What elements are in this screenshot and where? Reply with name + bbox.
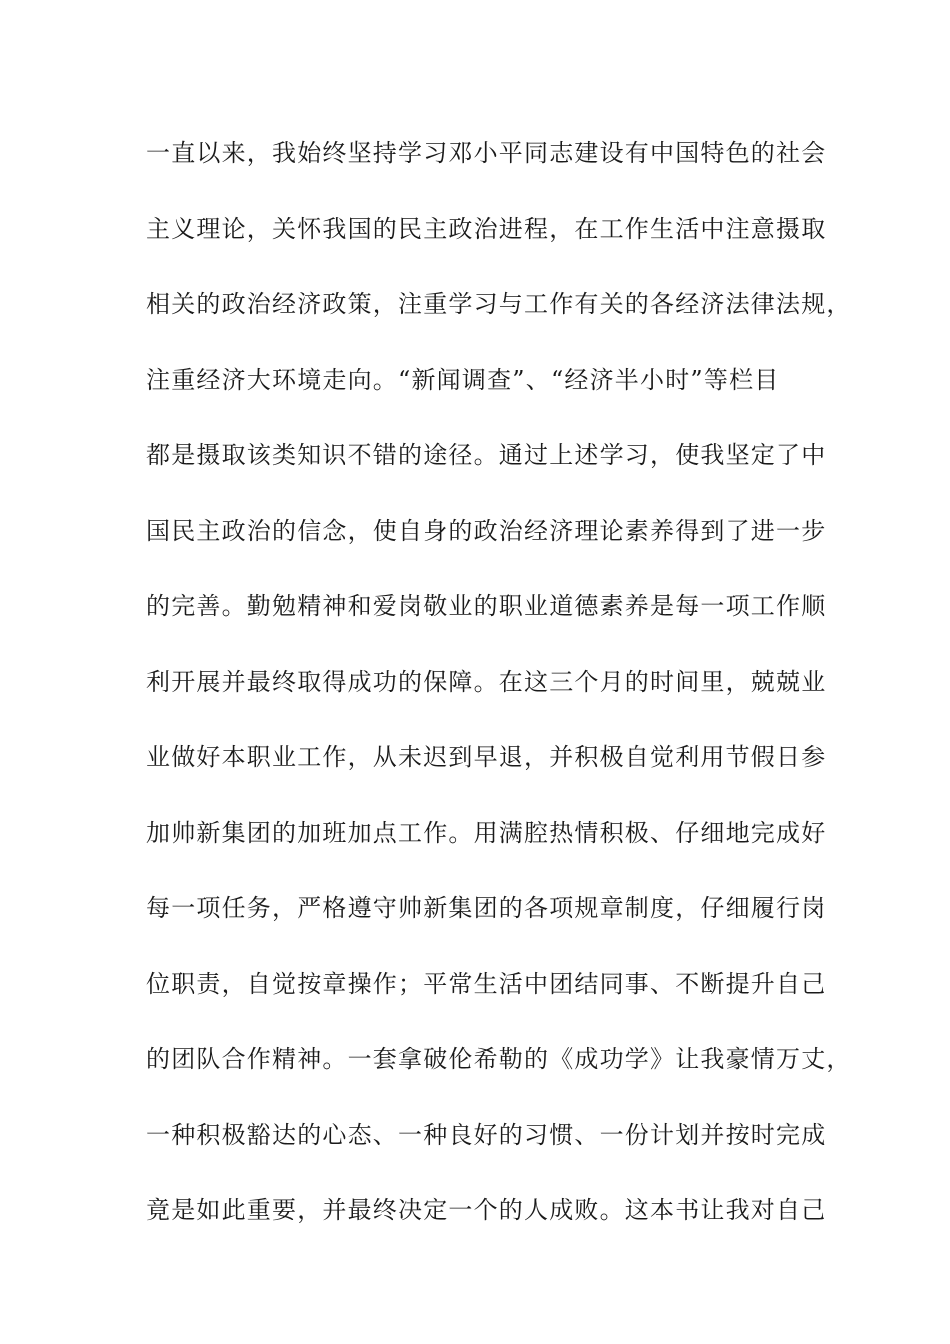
paragraph-line-12: 位职责，自觉按章操作；平常生活中团结同事、不断提升自己: [146, 969, 827, 998]
paragraph-line-8: 利开展并最终取得成功的保障。在这三个月的时间里，兢兢业: [146, 667, 827, 696]
body-paragraph: [146, 128, 852, 1261]
paragraph-line-14: 一种积极豁达的心态、一种良好的习惯、一份计划并按时完成: [146, 1120, 827, 1149]
paragraph-line-15: 竟是如此重要，并最终决定一个的人成败。这本书让我对自己: [146, 1196, 827, 1224]
paragraph-line-2: 主义理论，关怀我国的民主政治进程，在工作生活中注意摄取: [146, 214, 827, 243]
paragraph-line-13: 的团队合作精神。一套拿破伦希勒的《成功学》让我豪情万丈，: [146, 1045, 852, 1073]
paragraph-line-1: 一直以来，我始终坚持学习邓小平同志建设有中国特色的社会: [146, 139, 827, 167]
paragraph-line-9: 业做好本职业工作，从未迟到早退，并积极自觉利用节假日参: [146, 743, 827, 771]
paragraph-line-5: 都是摄取该类知识不错的途径。通过上述学习，使我坚定了中: [146, 441, 827, 469]
paragraph-line-7: 的完善。勤勉精神和爱岗敬业的职业道德素养是每一项工作顺: [146, 592, 827, 620]
paragraph-line-6: 国民主政治的信念，使自身的政治经济理论素养得到了进一步: [146, 516, 827, 545]
paragraph-line-10: 加帅新集团的加班加点工作。用满腔热情积极、仔细地完成好: [146, 818, 827, 847]
paragraph-line-3: 相关的政治经济政策，注重学习与工作有关的各经济法律法规，: [146, 290, 852, 318]
paragraph-line-11: 每一项任务，严格遵守帅新集团的各项规章制度，仔细履行岗: [146, 894, 827, 922]
paragraph-line-4: 注重经济大环境走向。“新闻调查”、“经济半小时”等栏目: [146, 365, 780, 394]
